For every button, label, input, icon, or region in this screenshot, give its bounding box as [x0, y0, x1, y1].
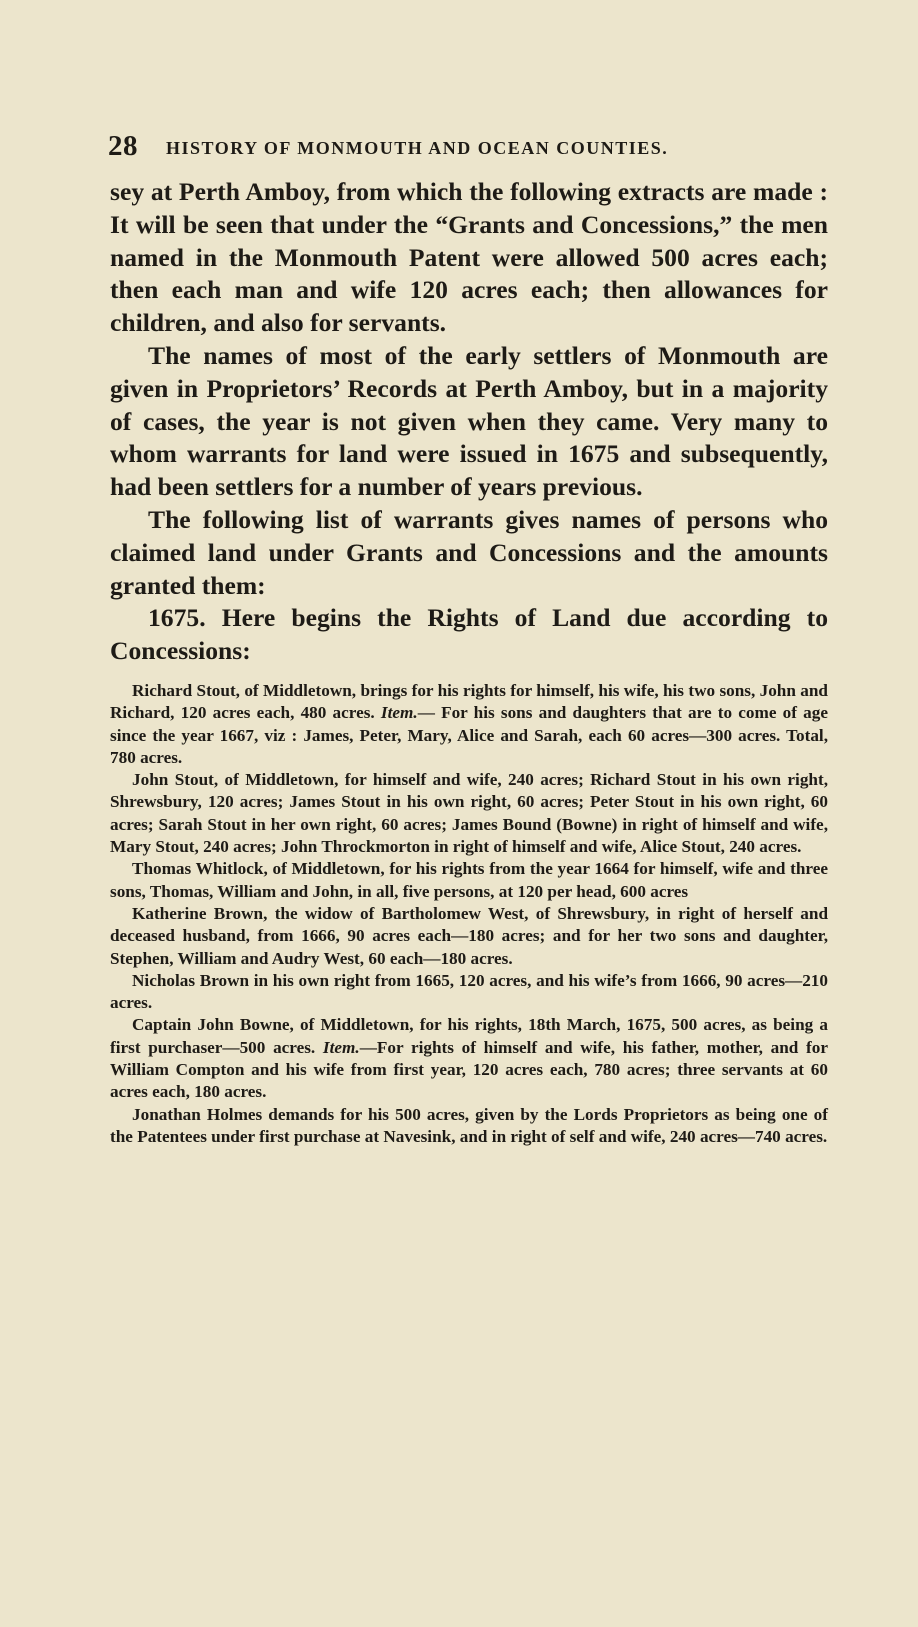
page-number: 28 — [108, 130, 138, 162]
item-label: Item. — [380, 703, 418, 723]
entry-jonathan-holmes: Jonathan Holmes demands for his 500 acres, given by the Lords Proprietors as being one of the Patentees under first purchase at Navesink, and in right of self and wife, 240 acres—740 acres. — [110, 1104, 828, 1146]
entry-thomas-whitlock: Thomas Whitlock, of Middletown, for his rights from the year 1664 for himself, wife and three sons, Thomas, William and John, in all, five persons, at 120 per head, 600 acres — [110, 859, 828, 901]
entry-text: —For rights of himself and wife, his father, mother, and for William Compton and his wife from first year, 120 acres each, 780 acres; three servants at 60 acres each, 180 acres. — [110, 1037, 828, 1102]
warrant-extracts — [110, 680, 828, 1148]
entry-katherine-brown: Katherine Brown, the widow of Bartholomew West, of Shrewsbury, in right of herself and deceased husband, from 1666, 90 acres each—180 acres; and for her two sons and daughter, Stephen, William and Audry West, 60 each—180 acres. — [110, 903, 828, 968]
entry-john-stout: John Stout, of Middletown, for himself and wife, 240 acres; Richard Stout in his own right, Shrewsbury, 120 acres; James Stout in his own right, 60 acres; Peter Stout in his own right, 60 acres; Sarah Stout in her own right, 60 acres; James Bound (Bowne) in right of himself and wife, Mary Stout, 240 acres; John Throckmorton in right of himself and wife, Alice Stout, 240 acres. — [110, 770, 828, 857]
running-title: HISTORY OF MONMOUTH AND OCEAN COUNTIES. — [166, 138, 669, 158]
entry-text: Richard Stout, of Middletown, brings for his rights for himself, his wife, his two sons, John and Richard, 120 acres each, 480 acres. — [110, 681, 828, 723]
item-label: Item. — [322, 1037, 360, 1057]
entry-text: — For his sons and daughters that are to come of age since the year 1667, viz : James, Peter, Mary, Alice and Sarah, each 60 acres—300 acres. Total, 780 acres. — [110, 703, 828, 767]
page-header — [108, 128, 828, 168]
entry-nicholas-brown: Nicholas Brown in his own right from 1665, 120 acres, and his wife’s from 1666, 90 acres—210 acres. — [110, 970, 828, 1013]
paragraph-early-settlers: The names of most of the early settlers of Monmouth are given in Proprietors’ Records at Perth Amboy, but in a majority of cases, the year is not given when they came. Very many to whom warrants for land were issued in 1675 and subsequently, had been settlers for a number of years previous. — [110, 340, 828, 502]
paragraph-continuation: sey at Perth Amboy, from which the following extracts are made : It will be seen that under the “Grants and Concessions,” the men named in the Monmouth Patent were allowed 500 acres each; then each man and wife 120 acres each; then allowances for children, and also for servants. — [110, 177, 828, 338]
entry-text: Captain John Bowne, of Middletown, for his rights, 18th March, 1675, 500 acres, as being a first purchaser—500 acres. — [110, 1015, 828, 1057]
paragraph-1675-heading: 1675. Here begins the Rights of Land due according to Concessions: — [110, 603, 828, 666]
entry-richard-stout — [110, 680, 828, 769]
paragraph-warrants-intro: The following list of warrants gives names of persons who claimed land under Grants and Concessions and the amounts granted them: — [110, 504, 828, 600]
entry-john-bowne — [110, 1014, 828, 1103]
main-text — [110, 176, 828, 668]
